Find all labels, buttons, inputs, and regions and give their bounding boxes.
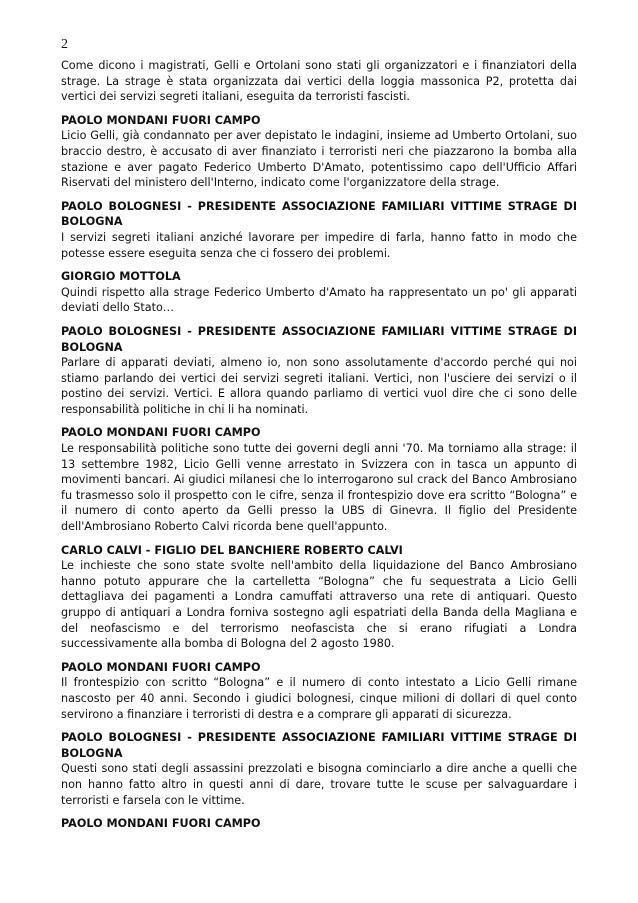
intro-paragraph: [61, 58, 577, 105]
page-number: 2: [61, 37, 68, 52]
speech-text: Quindi rispetto alla strage Federico Umberto d'Amato ha rappresentato un po' gli apparati deviati dello Stato…: [61, 285, 577, 315]
speaker-name: PAOLO BOLOGNESI - PRESIDENTE ASSOCIAZIONE FAMILIARI VITTIME STRAGE DI BOLOGNA: [61, 199, 577, 229]
speech-block: [61, 425, 577, 534]
speaker-name: GIORGIO MOTTOLA: [61, 270, 181, 284]
speaker-name: PAOLO MONDANI FUORI CAMPO: [61, 113, 261, 127]
speaker-name: PAOLO MONDANI FUORI CAMPO: [61, 426, 261, 440]
speech-block: [61, 199, 577, 261]
speech-text: Questi sono stati degli assassini prezzolati e bisogna cominciarlo a dire anche a quelli che non hanno fatto altro in questi anni di dare, trovare tutte le scuse per salvaguardare i terroristi e farsela con le vittime.: [61, 762, 577, 807]
speaker-name: CARLO CALVI - FIGLIO DEL BANCHIERE ROBERTO CALVI: [61, 543, 403, 557]
document-page: [61, 36, 577, 840]
speech-block: [61, 730, 577, 808]
paragraph-text: Come dicono i magistrati, Gelli e Ortolani sono stati gli organizzatori e i finanziatori della strage. La strage è stata organizzata dai vertici della loggia massonica P2, protetta dai vertici dei servizi segreti italiani, eseguita da terroristi fascisti.: [61, 59, 577, 104]
speaker-name: PAOLO MONDANI FUORI CAMPO: [61, 660, 261, 674]
speech-block: [61, 269, 577, 316]
speech-text: Il frontespizio con scritto “Bologna” e il numero di conto intestato a Licio Gelli rimane nascosto per 40 anni. Secondo i giudici bolognesi, cinque milioni di dollari di quel conto servirono a finanziare i terroristi di destra e a comprare gli apparati di sicurezza.: [61, 676, 577, 721]
speaker-name: PAOLO BOLOGNESI - PRESIDENTE ASSOCIAZIONE FAMILIARI VITTIME STRAGE DI BOLOGNA: [61, 731, 577, 760]
speech-block: [61, 324, 577, 418]
speech-block: [61, 660, 577, 722]
speaker-name: PAOLO BOLOGNESI - PRESIDENTE ASSOCIAZIONE FAMILIARI VITTIME STRAGE DI BOLOGNA: [61, 324, 577, 354]
speech-text: Parlare di apparati deviati, almeno io, non sono assolutamente d'accordo perché qui noi stiamo parlando dei vertici dei servizi segreti italiani. Vertici, non l'usciere dei servizi o il postino dei servizi. Vertici. E allora quando parliamo di vertici vuol dire che ci sono delle responsabilità politiche in chi li ha nominati.: [61, 356, 577, 416]
speech-block: [61, 816, 577, 832]
speech-block: [61, 543, 577, 652]
speech-text: Le responsabilità politiche sono tutte dei governi degli anni '70. Ma torniamo alla strage: il 13 settembre 1982, Licio Gelli venne arrestato in Svizzera con in tasca un appunto di movimenti bancari. Ai giudici milanesi che lo interrogarono sul crack del Banco Ambrosiano fu trasmesso solo il prospetto con le cifre, senza il frontespizio dove era scritto “Bologna” e il numero di conto aperto da Gelli presso la UBS di Ginevra. Il figlio del Presidente dell'Ambrosiano Roberto Calvi ricorda bene quell'appunto.: [61, 442, 577, 534]
speech-text: Le inchieste che sono state svolte nell'ambito della liquidazione del Banco Ambrosiano hanno potuto appurare che la cartelletta “Bologna” che fu sequestrata a Licio Gelli dettagliava dei pagamenti a Londra camuffati attraverso una rete di antiquari. Questo gruppo di antiquari a Londra forniva sostegno agli espatriati della Banda della Magliana e del neofascismo e del terrorismo neofascista che si erano rifugiati a Londra successivamente alla bomba di Bologna del 2 agosto 1980.: [61, 559, 577, 651]
speech-text: Licio Gelli, già condannato per aver depistato le indagini, insieme ad Umberto Ortolani, suo braccio destro, è accusato di aver finanziato i terroristi neri che piazzarono la bomba alla stazione e aver pagato Federico Umberto D'Amato, potentissimo capo dell'Ufficio Affari Riservati del ministero dell'Interno, indicato come l'organizzatore della strage.: [61, 129, 577, 190]
speech-text: I servizi segreti italiani anziché lavorare per impedire di farla, hanno fatto in modo che potesse essere eseguita senza che ci fossero dei problemi.: [61, 230, 577, 260]
speaker-name: PAOLO MONDANI FUORI CAMPO: [61, 817, 261, 831]
speech-block: [61, 113, 577, 191]
